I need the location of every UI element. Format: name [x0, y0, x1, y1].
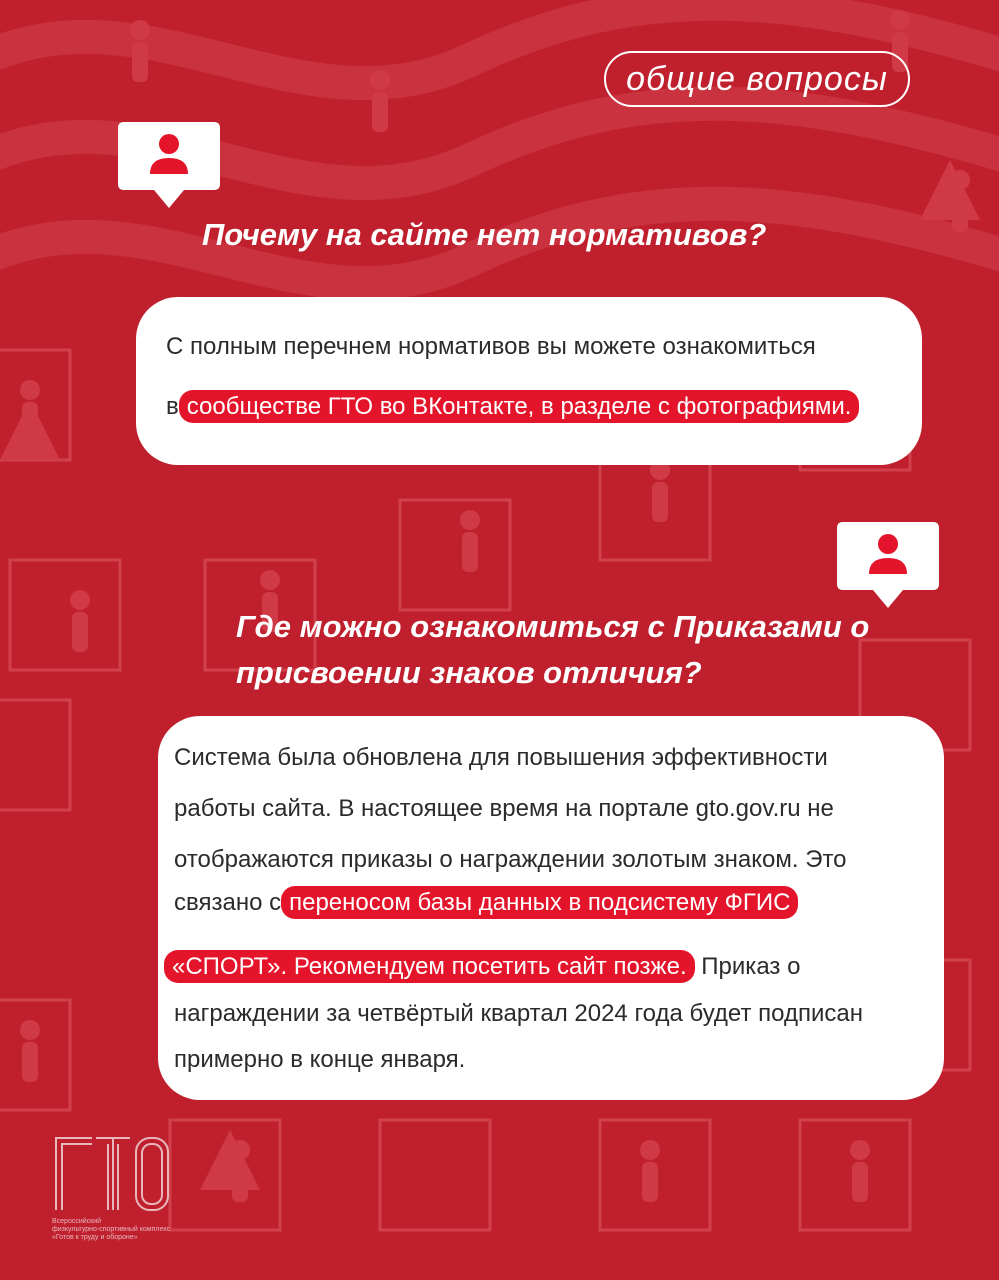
answer-card	[158, 716, 944, 1100]
answer-text: в	[166, 393, 179, 420]
answer-text: Система была обновлена для повышения эффективности	[174, 744, 828, 771]
answer-text: награждении за четвёртый квартал 2024 года будет подписан	[174, 1000, 863, 1027]
answer-card	[136, 297, 922, 465]
answer-text: отображаются приказы о награждении золотым знаком. Это	[174, 846, 847, 873]
answer-text: примерно в конце января.	[174, 1046, 466, 1073]
answer-text: Приказ о	[701, 953, 801, 980]
answer-text: связано с	[174, 889, 282, 916]
logo-caption-line: Всероссийский	[52, 1218, 102, 1225]
logo-caption-line: «Готов к труду и обороне»	[52, 1234, 138, 1241]
answer-text	[166, 393, 859, 421]
question-line: присвоении знаков отличия?	[236, 655, 702, 690]
highlight-link[interactable]: сообществе ГТО во ВКонтакте, в разделе с фотографиями.	[179, 390, 860, 423]
highlight-link[interactable]: переносом базы данных в подсистему ФГИС	[281, 886, 798, 919]
category-tag: общие вопросы	[604, 51, 910, 107]
answer-text: С полным перечнем нормативов вы можете ознакомиться	[166, 333, 816, 360]
gto-logo	[52, 1134, 172, 1214]
user-icon	[837, 522, 939, 610]
logo-caption-line: физкультурно-спортивный комплекс	[52, 1226, 171, 1233]
question-line: Где можно ознакомиться с Приказами о	[236, 609, 870, 644]
answer-text: работы сайта. В настоящее время на портале gto.gov.ru не	[174, 795, 834, 822]
answer-text	[164, 953, 800, 981]
question-title	[236, 604, 869, 696]
answer-text	[174, 889, 798, 917]
highlight-link[interactable]: «СПОРТ». Рекомендуем посетить сайт позже.	[164, 950, 695, 983]
question-title: Почему на сайте нет нормативов?	[202, 217, 767, 252]
user-icon	[118, 122, 220, 210]
logo-caption	[52, 1218, 262, 1242]
